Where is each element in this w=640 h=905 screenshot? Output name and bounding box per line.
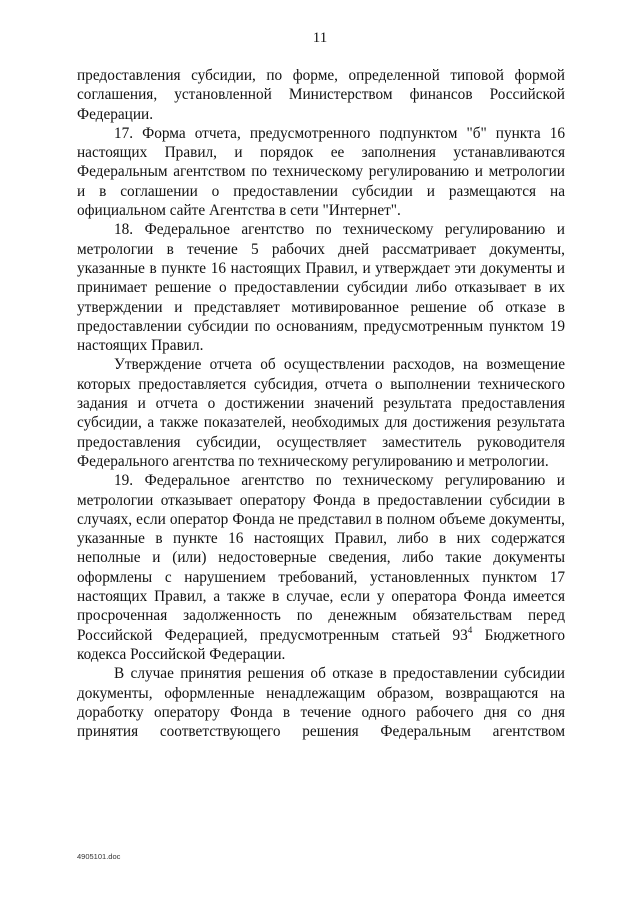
article-superscript: 4 (467, 624, 473, 635)
paragraph-17: 17. Форма отчета, предусмотренного подпунктом "б" пункта 16 настоящих Правил, и порядок ее заполнения устанавливаются Федеральным агентством по техническому регулированию и метрологии и в соглашении о предоставлении субсидии и размещаются на официальном сайте Агентства в сети "Интернет". (77, 124, 565, 220)
footer-filename: 4905101.doc (77, 852, 121, 861)
paragraph-continuation: предоставления субсидии, по форме, определенной типовой формой соглашения, установленной Министерством финансов Российской Федерации. (77, 67, 565, 123)
document-body (77, 66, 565, 741)
paragraph-19-text-end: Бюджетного кодекса Российской Федерации. (77, 626, 566, 663)
paragraph-18: 18. Федеральное агентство по техническому регулированию и метрологии в течение 5 рабочих дней рассматривает документы, указанные в пункте 16 настоящих Правил, и утверждает эти документы и принимает решение о предоставлении субсидии либо отказывает в их утверждении и представляет мотивированное решение об отказе в предоставлении субсидии по основаниям, предусмотренным пунктом 19 настоящих Правил. (77, 221, 565, 355)
paragraph-refusal-return: В случае принятия решения об отказе в предоставлении субсидии документы, оформленные ненадлежащим образом, возвращаются на доработку оператору Фонда в течение одного рабочего дня со дня принятия соответствующего решения Федеральным агентством (77, 665, 565, 741)
paragraph-report-approval: Утверждение отчета об осуществлении расходов, на возмещение которых предоставляется субсидия, отчета о выполнении технического задания и отчета о достижении значений результата предоставления субсидии, а также показателей, необходимых для достижения результата предоставления субсидии, осуществляет заместитель руководителя Федерального агентства по техническому регулированию и метрологии. (77, 356, 565, 470)
paragraph-19 (77, 471, 565, 664)
paragraph-19-text: 19. Федеральное агентство по техническому регулированию и метрологии отказывает оператору Фонда в предоставлении субсидии в случаях, если оператор Фонда не представил в полном объеме документы, указанные в пункте 16 настоящих Правил, либо в них содержатся неполные и (или) недостоверные сведения, либо такие документы оформлены с нарушением требований, установленных пунктом 17 настоящих Правил, а также в случае, если у оператора Фонда имеется просроченная задолженность по денежным обязательствам перед Российской Федерацией, предусмотренным статьей 93 (77, 472, 565, 644)
page-number: 11 (312, 30, 328, 46)
